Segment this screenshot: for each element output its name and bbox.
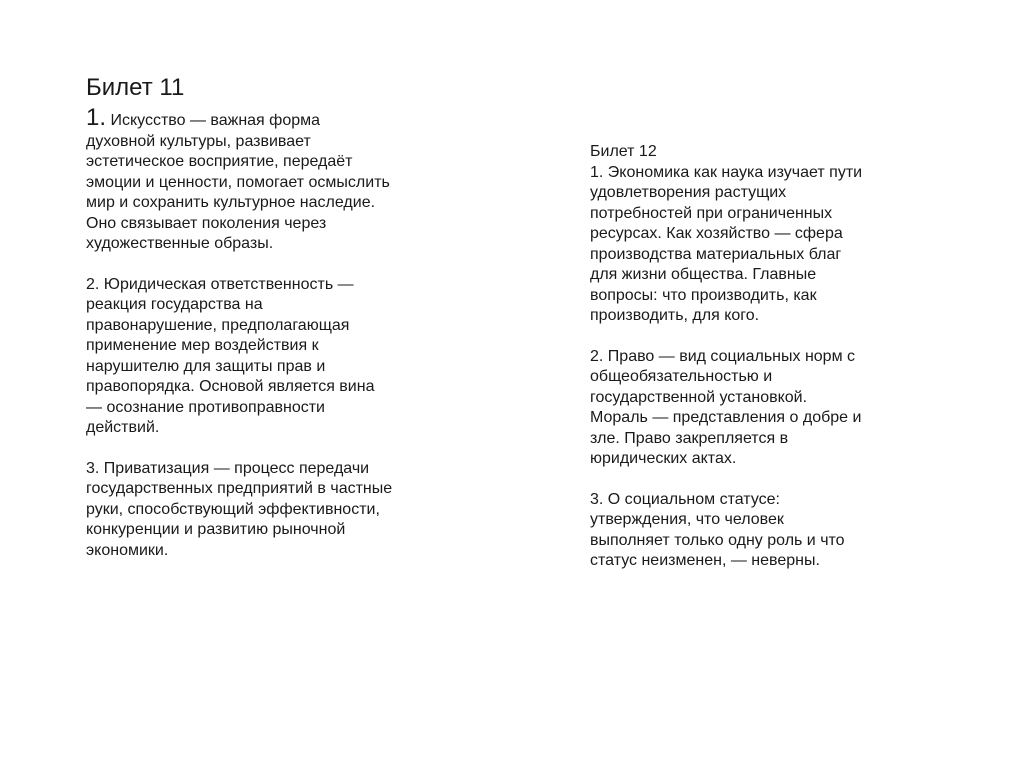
ticket-11-answer-1-number: 1. (86, 104, 107, 131)
ticket-11-answer-1 (86, 106, 426, 255)
ticket-12-column (590, 142, 890, 592)
ticket-12-answer-3: 3. О социальном статусе: утверждения, что человек выполняет только одну роль и что статус неизменен, — неверны. (590, 490, 845, 569)
ticket-11-title: Билет 11 (86, 74, 185, 101)
ticket-11-answer-3: 3. Приватизация — процесс передачи государственных предприятий в частные руки, способствующий эффективности, конкуренции и развитию рыночной экономики. (86, 459, 393, 559)
ticket-12-title: Билет 12 (590, 143, 657, 160)
ticket-11-answer-1-text: Искусство — важная форма духовной культуры, развивает эстетическое восприятие, передаёт эмоции и ценности, помогает осмыслить мир и сохранить культурное наследие. Оно связывает поколения через художественные образы. (86, 112, 390, 252)
ticket-12-answer-2: 2. Право — вид социальных норм с общеобязательностью и государственной установкой. Мораль — представления о добре и зле. Право закрепляется в юридических актах. (590, 347, 862, 467)
ticket-11-answer-2: 2. Юридическая ответственность — реакция государства на правонарушение, предполагающая применение мер воздействия к нарушителю для защиты прав и правопорядка. Основой является вина — осознание противоправности действий. (86, 275, 375, 436)
ticket-12-answer-1: 1. Экономика как наука изучает пути удовлетворения растущих потребностей при ограниченных ресурсах. Как хозяйство — сфера производства материальных благ для жизни общества. Главные вопросы: что производить, как производить, для кого. (590, 163, 863, 324)
ticket-11-column (86, 74, 426, 581)
